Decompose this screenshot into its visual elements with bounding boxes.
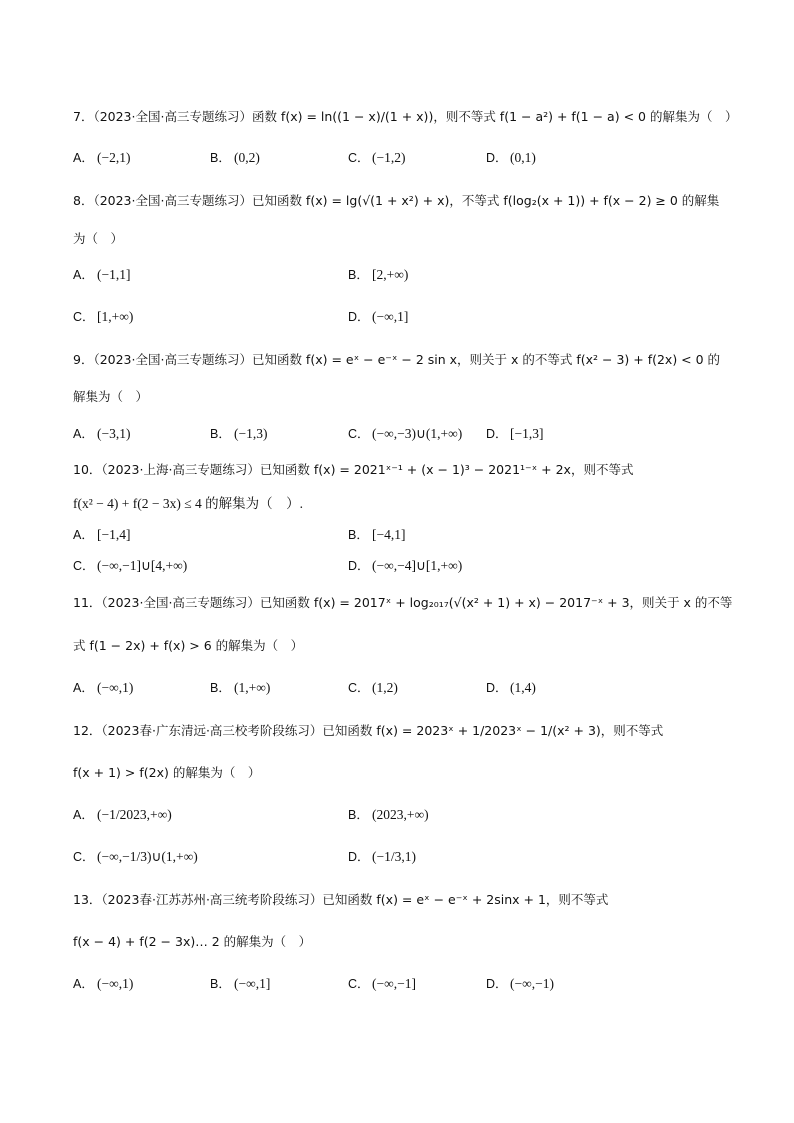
question-number: 13． <box>73 892 102 907</box>
question-9-stem <box>73 351 720 369</box>
option-letter: D． <box>348 850 370 864</box>
question-text: （2023·全国·高三专题练习）已知函数 f(x) = eˣ − e⁻ˣ − 2 sin x，则关于 x 的不等式 f(x² − 3) + f(2x) < 0 的 <box>93 352 721 367</box>
option-text: (1,+∞) <box>234 680 271 695</box>
question-12-option-b[interactable] <box>348 806 429 824</box>
question-12-stem-line-2 <box>73 764 260 782</box>
option-letter: A． <box>73 808 94 822</box>
option-letter: B． <box>210 681 231 695</box>
question-11-stem <box>73 594 732 612</box>
option-letter: C． <box>348 151 370 165</box>
question-8-stem-line-2 <box>73 230 123 248</box>
question-text: 解集为（ ） <box>73 389 149 404</box>
option-letter: D． <box>486 977 508 991</box>
option-text: (−∞,1] <box>372 309 409 324</box>
question-8-option-d[interactable] <box>348 308 408 326</box>
question-13-option-a[interactable] <box>73 975 133 993</box>
option-text: (−1/2023,+∞) <box>97 807 172 822</box>
question-13-option-c[interactable] <box>348 975 416 993</box>
option-letter: C． <box>73 850 95 864</box>
option-letter: D． <box>348 559 370 573</box>
question-7-option-a[interactable] <box>73 149 130 167</box>
question-12-option-d[interactable] <box>348 848 416 866</box>
option-letter: C． <box>73 559 95 573</box>
option-text: (1,2) <box>372 680 398 695</box>
question-9-option-d[interactable] <box>486 425 543 443</box>
question-text: f(x² − 4) + f(2 − 3x) ≤ 4 的解集为（ ）. <box>73 496 304 511</box>
option-text: [−4,1] <box>372 527 406 542</box>
question-11-option-b[interactable] <box>210 679 270 697</box>
question-9-stem-line-2 <box>73 388 148 406</box>
question-7-stem <box>73 108 737 126</box>
option-letter: D． <box>486 151 508 165</box>
option-text: (−3,1) <box>97 426 131 441</box>
question-number: 11． <box>73 595 102 610</box>
option-text: (0,1) <box>510 150 536 165</box>
option-letter: D． <box>348 310 370 324</box>
option-text: (−∞,1) <box>97 680 134 695</box>
option-text: (0,2) <box>234 150 260 165</box>
question-11-option-d[interactable] <box>486 679 536 697</box>
option-text: (−∞,−1/3)∪(1,+∞) <box>97 849 198 864</box>
option-text: (−∞,1) <box>97 976 134 991</box>
option-letter: A． <box>73 977 94 991</box>
question-10-option-c[interactable] <box>73 557 187 575</box>
option-letter: C． <box>73 310 95 324</box>
question-10-option-a[interactable] <box>73 526 130 544</box>
option-text: [2,+∞) <box>372 267 409 282</box>
option-letter: D． <box>486 427 508 441</box>
option-letter: C． <box>348 977 370 991</box>
option-letter: A． <box>73 268 94 282</box>
question-text: f(x + 1) > f(2x) 的解集为（ ） <box>73 765 261 780</box>
question-text: （2023春·广东清远·高三校考阶段练习）已知函数 f(x) = 2023ˣ + 1/2023ˣ − 1/(x² + 3)，则不等式 <box>101 723 664 738</box>
question-text: f(x − 4) + f(2 − 3x)… 2 的解集为（ ） <box>73 934 312 949</box>
question-7-option-d[interactable] <box>486 149 536 167</box>
option-text: (−∞,−1) <box>510 976 554 991</box>
question-9-option-b[interactable] <box>210 425 267 443</box>
option-text: (−2,1) <box>97 150 131 165</box>
question-13-option-b[interactable] <box>210 975 270 993</box>
option-letter: B． <box>348 528 369 542</box>
question-12-option-a[interactable] <box>73 806 172 824</box>
option-text: (−∞,−3)∪(1,+∞) <box>372 426 463 441</box>
question-12-stem <box>73 722 663 740</box>
question-8-stem <box>73 192 719 210</box>
option-text: (−∞,−1] <box>372 976 416 991</box>
question-9-option-c[interactable] <box>348 425 462 443</box>
question-number: 10． <box>73 462 102 477</box>
option-letter: B． <box>210 977 231 991</box>
question-9-option-a[interactable] <box>73 425 130 443</box>
question-11-stem-line-2 <box>73 637 303 655</box>
option-letter: D． <box>486 681 508 695</box>
question-text: 为（ ） <box>73 231 124 246</box>
option-letter: B． <box>348 268 369 282</box>
question-7-option-b[interactable] <box>210 149 260 167</box>
option-letter: C． <box>348 681 370 695</box>
option-text: [−1,4] <box>97 527 131 542</box>
option-text: (−1/3,1) <box>372 849 416 864</box>
option-text: (−1,1] <box>97 267 131 282</box>
question-10-stem-line-2 <box>73 495 303 513</box>
question-text: （2023春·江苏苏州·高三统考阶段练习）已知函数 f(x) = eˣ − e⁻ˣ + 2sinx + 1，则不等式 <box>101 892 609 907</box>
option-letter: B． <box>348 808 369 822</box>
question-12-option-c[interactable] <box>73 848 198 866</box>
question-8-option-c[interactable] <box>73 308 133 326</box>
question-text: （2023·全国·高三专题练习）已知函数 f(x) = 2017ˣ + log₂₀₁₇(√(x² + 1) + x) − 2017⁻ˣ + 3，则关于 x 的不等 <box>101 595 733 610</box>
option-letter: B． <box>210 427 231 441</box>
question-text: （2023·全国·高三专题练习）函数 f(x) = ln((1 − x)/(1 + x))，则不等式 f(1 − a²) + f(1 − a) < 0 的解集为（ ） <box>93 109 738 124</box>
question-8-option-a[interactable] <box>73 266 130 284</box>
option-text: (−∞,1] <box>234 976 271 991</box>
option-letter: A． <box>73 528 94 542</box>
option-letter: C． <box>348 427 370 441</box>
option-text: [1,+∞) <box>97 309 134 324</box>
question-13-option-d[interactable] <box>486 975 554 993</box>
option-letter: B． <box>210 151 231 165</box>
question-10-option-d[interactable] <box>348 557 462 575</box>
option-letter: A． <box>73 427 94 441</box>
question-7-option-c[interactable] <box>348 149 405 167</box>
question-8-option-b[interactable] <box>348 266 408 284</box>
option-text: (2023,+∞) <box>372 807 429 822</box>
option-text: (−∞,−1]∪[4,+∞) <box>97 558 188 573</box>
option-letter: A． <box>73 681 94 695</box>
question-11-option-a[interactable] <box>73 679 133 697</box>
question-text: （2023·上海·高三专题练习）已知函数 f(x) = 2021ˣ⁻¹ + (x − 1)³ − 2021¹⁻ˣ + 2x，则不等式 <box>101 462 634 477</box>
question-text: （2023·全国·高三专题练习）已知函数 f(x) = lg(√(1 + x²) + x)，不等式 f(log₂(x + 1)) + f(x − 2) ≥ 0 的解集 <box>93 193 720 208</box>
option-text: (−∞,−4]∪[1,+∞) <box>372 558 463 573</box>
question-text: 式 f(1 − 2x) + f(x) > 6 的解集为（ ） <box>73 638 304 653</box>
question-number: 9． <box>73 352 94 367</box>
option-text: (1,4) <box>510 680 536 695</box>
option-letter: A． <box>73 151 94 165</box>
question-number: 8． <box>73 193 94 208</box>
question-13-stem-line-2 <box>73 933 311 951</box>
option-text: [−1,3] <box>510 426 544 441</box>
question-11-option-c[interactable] <box>348 679 398 697</box>
question-10-option-b[interactable] <box>348 526 405 544</box>
option-text: (−1,3) <box>234 426 268 441</box>
question-13-stem <box>73 891 608 909</box>
question-number: 7． <box>73 109 94 124</box>
question-number: 12． <box>73 723 102 738</box>
option-text: (−1,2) <box>372 150 406 165</box>
question-10-stem <box>73 461 633 479</box>
